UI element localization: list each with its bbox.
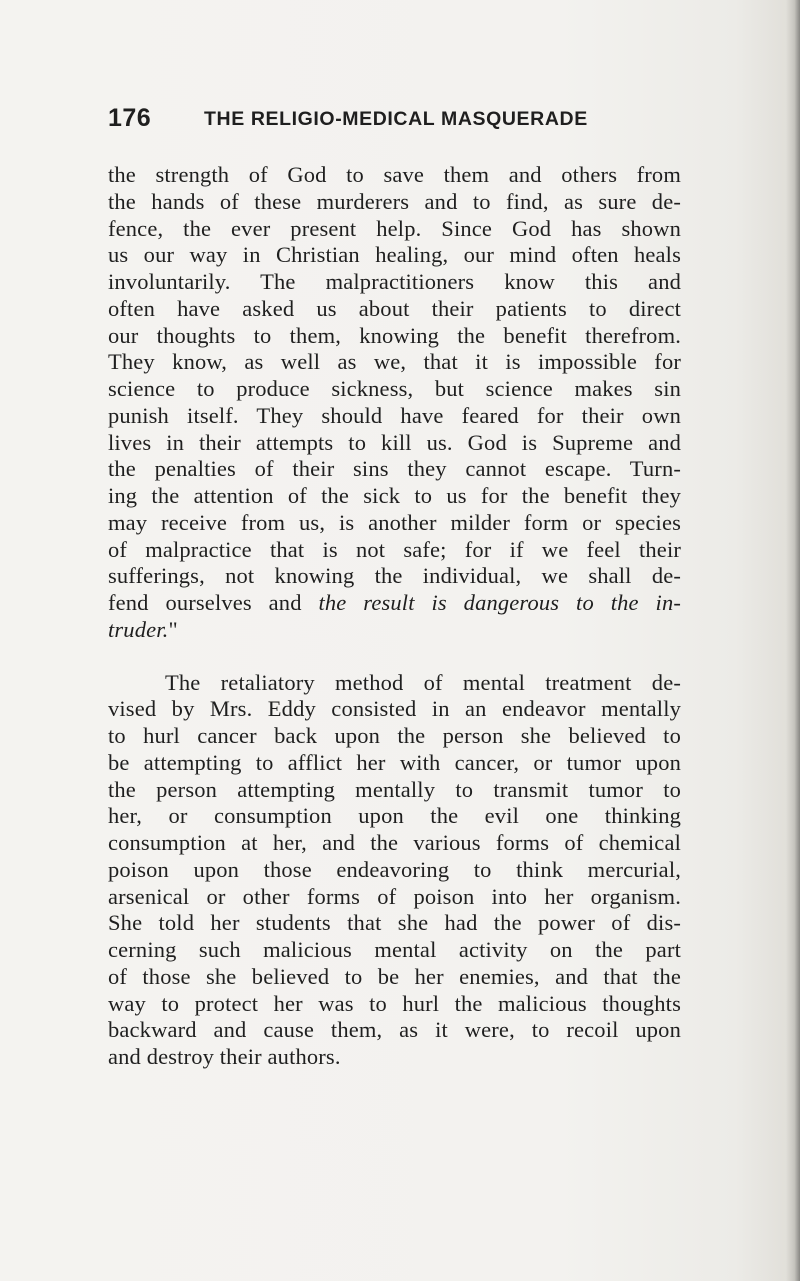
text-line: the person attempting mentally to transmit tumor to xyxy=(108,776,681,802)
text-line: our thoughts to them, knowing the benefit therefrom. xyxy=(108,322,681,348)
text-line: be attempting to afflict her with cancer, or tumor upon xyxy=(108,749,681,775)
text-line: cerning such malicious mental activity on the part xyxy=(108,937,681,962)
text-line: involuntarily. The malpractitioners know this and xyxy=(108,269,681,294)
text-line: to hurl cancer back upon the person she believed to xyxy=(108,723,681,748)
text-line: backward and cause them, as it were, to recoil upon xyxy=(108,1017,681,1043)
text-line: She told her students that she had the power of dis- xyxy=(108,910,681,936)
text-line: us our way in Christian healing, our mind often heals xyxy=(108,242,681,268)
text-line: the penalties of their sins they cannot escape. Turn- xyxy=(108,456,681,482)
text-line: They know, as well as we, that it is impossible for xyxy=(108,349,681,375)
text-line xyxy=(108,590,681,617)
italic-text: the result is dangerous to the in- xyxy=(318,590,681,615)
text-line: arsenical or other forms of poison into her organism. xyxy=(108,883,681,909)
text-line: often have asked us about their patients to direct xyxy=(108,295,681,321)
text-segment: fend ourselves and xyxy=(108,590,319,615)
text-line: vised by Mrs. Eddy consisted in an endeavor mentally xyxy=(108,696,681,722)
running-title: THE RELIGIO-MEDICAL MASQUERADE xyxy=(204,108,588,130)
text-line: way to protect her was to hurl the malicious thoughts xyxy=(108,990,681,1016)
paragraph-1 xyxy=(108,162,681,644)
text-line: fence, the ever present help. Since God has shown xyxy=(108,215,681,241)
page-number: 176 xyxy=(108,104,152,132)
text-line: The retaliatory method of mental treatment de- xyxy=(165,669,681,695)
text-line: her, or consumption upon the evil one thinking xyxy=(108,803,681,829)
text-line: lives in their attempts to kill us. God is Supreme and xyxy=(108,429,681,455)
paragraph-2 xyxy=(108,670,681,1071)
text-line: the strength of God to save them and others from xyxy=(108,162,681,187)
text-line: of malpractice that is not safe; for if we feel their xyxy=(108,536,681,562)
page-header xyxy=(108,104,608,136)
text-line: may receive from us, is another milder form or species xyxy=(108,509,681,535)
text-line: consumption at her, and the various forms of chemical xyxy=(108,830,681,855)
body-text xyxy=(108,162,681,1071)
text-line: sufferings, not knowing the individual, we shall de- xyxy=(108,563,681,589)
paragraph-spacer xyxy=(108,644,681,670)
text-line xyxy=(108,617,681,644)
closing-quote: " xyxy=(168,616,178,642)
text-line: poison upon those endeavoring to think mercurial, xyxy=(108,856,681,882)
text-line: and destroy their authors. xyxy=(108,1044,341,1069)
text-line: ing the attention of the sick to us for the benefit they xyxy=(108,483,681,508)
italic-text: truder. xyxy=(108,616,169,642)
page-gutter-shadow xyxy=(786,0,800,1281)
text-line: science to produce sickness, but science makes sin xyxy=(108,376,681,401)
text-line: the hands of these murderers and to find, as sure de- xyxy=(108,188,681,214)
text-line: of those she believed to be her enemies, and that the xyxy=(108,963,681,989)
text-line: punish itself. They should have feared for their own xyxy=(108,402,681,428)
